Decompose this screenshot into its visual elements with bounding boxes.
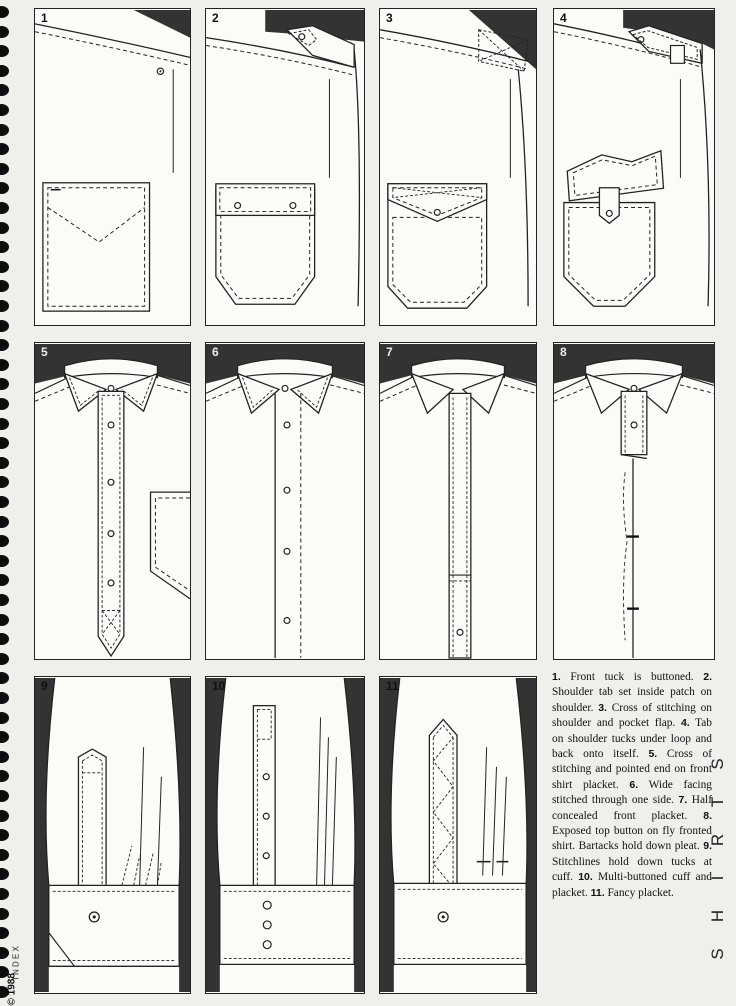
- binding-hole: [0, 496, 9, 508]
- binding-hole: [0, 614, 9, 626]
- brand-name: I N D E X: [11, 946, 21, 980]
- caption-item-number: 7.: [678, 794, 688, 807]
- binding-hole: [0, 868, 9, 880]
- panel-number: 2: [212, 11, 219, 25]
- panel-number: 8: [560, 345, 567, 359]
- panel-6: [205, 342, 365, 660]
- binding-hole: [0, 633, 9, 645]
- panel-2: [205, 8, 365, 326]
- binding-hole: [0, 770, 9, 782]
- binding-hole: [0, 476, 9, 488]
- caption-item-number: 10.: [578, 871, 593, 884]
- caption-item-number: 3.: [598, 701, 607, 714]
- binding-hole: [0, 751, 9, 763]
- section-title-shirts: [708, 745, 736, 973]
- binding-hole: [0, 790, 9, 802]
- binding-hole: [0, 594, 9, 606]
- panel-number: 5: [41, 345, 48, 359]
- binding-hole: [0, 712, 9, 724]
- binding-hole: [0, 45, 9, 57]
- illustration-fly-front-exposed-button: [554, 343, 714, 659]
- binding-hole: [0, 672, 9, 684]
- binding-hole: [0, 359, 9, 371]
- binding-hole: [0, 535, 9, 547]
- binding-hole: [0, 888, 9, 900]
- illustration-cross-stitch-pocket-flap: [380, 9, 536, 325]
- binding-hole: [0, 26, 9, 38]
- binding-hole: [0, 574, 9, 586]
- caption-item-number: 9.: [703, 840, 712, 853]
- section-title-letter: I: [708, 875, 727, 881]
- binding-hole: [0, 908, 9, 920]
- binding-hole: [0, 280, 9, 292]
- binding-hole: [0, 339, 9, 351]
- panel-number: 4: [560, 11, 567, 25]
- panel-9: [34, 676, 191, 994]
- caption-item-text: Tab on shoulder tucks under loop and back onto itself.: [552, 717, 712, 761]
- caption-item-number: 2.: [703, 671, 712, 683]
- binding-hole: [0, 163, 9, 175]
- panel-3: [379, 8, 537, 326]
- caption-item-number: 6.: [629, 778, 639, 791]
- caption-item-number: 8.: [703, 809, 712, 822]
- binding-hole: [0, 398, 9, 410]
- panel-5: [34, 342, 191, 660]
- section-title-letter: S: [708, 758, 727, 770]
- panel-number: 11: [386, 679, 399, 693]
- binding-hole: [0, 810, 9, 822]
- binding-hole: [0, 320, 9, 332]
- caption-item-number: 11.: [590, 886, 605, 899]
- illustration-cross-stitch-pointed-placket: [35, 343, 190, 659]
- illustration-shoulder-tab-loop-pocket: [554, 9, 714, 325]
- binding-hole: [0, 829, 9, 841]
- caption-text: [552, 670, 712, 901]
- binding-hole: [0, 182, 9, 194]
- panel-4: [553, 8, 715, 326]
- caption-item-text: Fancy placket.: [604, 886, 674, 899]
- illustration-shoulder-tab-pocket: [206, 9, 364, 325]
- illustration-cuff-tucks: [35, 677, 190, 993]
- binding-hole: [0, 692, 9, 704]
- caption-item-text: Exposed top button on fly fronted shirt. Bartacks hold down pleat.: [552, 825, 712, 853]
- panel-number: 3: [386, 11, 393, 25]
- binding-hole: [0, 104, 9, 116]
- binding-hole: [0, 143, 9, 155]
- panel-8: [553, 342, 715, 660]
- illustration-wide-facing-placket: [206, 343, 364, 659]
- binding-hole: [0, 261, 9, 273]
- binding-hole: [0, 124, 9, 136]
- section-title-letter: T: [708, 796, 727, 808]
- binding-hole: [0, 300, 9, 312]
- illustration-fancy-placket: [380, 677, 536, 993]
- panel-number: 1: [41, 11, 48, 25]
- binding-hole: [0, 84, 9, 96]
- panel-1: [34, 8, 191, 326]
- binding-hole: [0, 555, 9, 567]
- illustration-front-tuck-pocket: [35, 9, 190, 325]
- caption-item-text: Cross of stitching and pointed end on front shirt placket.: [552, 748, 713, 791]
- illustration-half-concealed-placket: [380, 343, 536, 659]
- binding-hole: [0, 457, 9, 469]
- binding-hole: [0, 202, 9, 214]
- caption-item-text: Shoulder tab set inside patch on shoulder.: [552, 686, 712, 714]
- binding-hole: [0, 6, 9, 18]
- panel-7: [379, 342, 537, 660]
- binding-hole: [0, 731, 9, 743]
- binding-hole: [0, 378, 9, 390]
- caption-item-number: 1.: [552, 671, 561, 683]
- panel-number: 6: [212, 345, 219, 359]
- caption-item-text: Cross of stitching on shoulder and pocket flap.: [552, 701, 712, 730]
- panel-number: 7: [386, 345, 393, 359]
- binding-hole: [0, 437, 9, 449]
- binding-hole: [0, 65, 9, 77]
- panel-11: [379, 676, 537, 994]
- caption-item-text: Multi-buttoned cuff and placket.: [552, 871, 713, 899]
- caption-item-text: Front tuck is buttoned.: [560, 671, 704, 683]
- panel-10: [205, 676, 365, 994]
- binding-hole: [0, 849, 9, 861]
- binding-hole: [0, 222, 9, 234]
- illustration-multi-button-cuff: [206, 677, 364, 993]
- panel-number: 9: [41, 679, 48, 693]
- section-title-letter: R: [708, 833, 727, 847]
- binding-hole: [0, 241, 9, 253]
- binding-hole: [0, 516, 9, 528]
- panel-number: 10: [212, 679, 226, 693]
- caption-item-number: 5.: [648, 748, 658, 761]
- binding-hole: [0, 418, 9, 430]
- caption-item-number: 4.: [680, 717, 690, 730]
- caption-item-text: Stitchlines hold down tucks at cuff.: [552, 855, 712, 884]
- section-title-letter: S: [708, 948, 727, 960]
- caption-item-text: Wide facing stitched through one side.: [552, 778, 712, 807]
- copyright-notice: © 1988: [6, 973, 18, 1006]
- caption-item-text: Half concealed front placket.: [552, 794, 712, 822]
- section-title-letter: H: [708, 909, 727, 923]
- binding-hole: [0, 653, 9, 665]
